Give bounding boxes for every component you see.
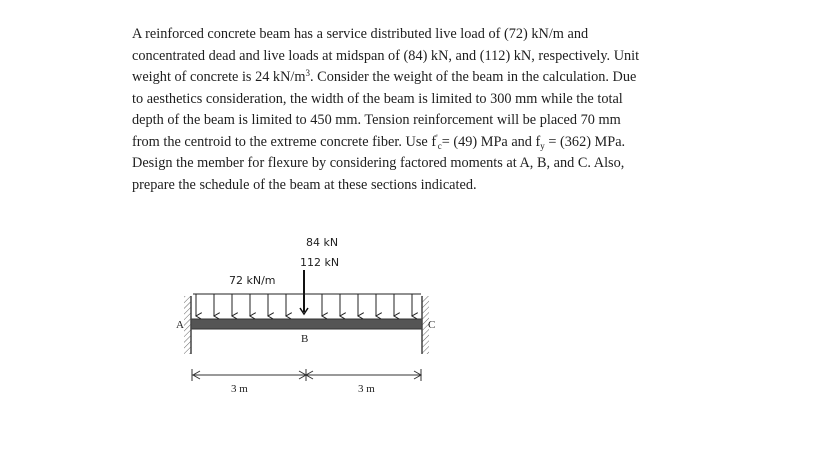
fy-value: = (362) MPa. [544,133,626,150]
fy-text: = (49) MPa and f [441,133,541,150]
problem-line-7: Design the member for flexure by considering factored moments at A, B, and C. Also, [132,155,625,171]
cube-superscript: 3 [305,68,311,78]
fc-text: from the centroid to the extreme concrete fiber. Use f [132,133,437,150]
live-load-label: 112 kN [300,256,340,269]
fixed-support-left [184,296,191,354]
support-a-label: A [176,319,184,331]
fy-subscript: y [540,140,545,151]
span-left-label: 3 m [231,383,248,395]
unit-weight-continuation: . Consider the weight of the beam in the calculation. Due [310,69,637,85]
midspan-b-label: B [301,333,309,345]
unit-weight-text: weight of concrete is 24 kN/m [132,69,306,85]
problem-line-2: concentrated dead and live loads at midspan of (84) kN, and (112) kN, respectively. Unit [132,47,640,64]
problem-line-5: depth of the beam is limited to 450 mm. Tension reinforcement will be placed 70 mm [132,112,621,128]
beam [191,319,422,329]
support-c-label: C [428,319,436,331]
distributed-load-label: 72 kN/m [229,274,276,287]
problem-line-8: prepare the schedule of the beam at these sections indicated. [132,176,477,193]
span-right-label: 3 m [358,383,375,395]
problem-line-4: to aesthetics consideration, the width of the beam is limited to 300 mm while the total [132,90,623,107]
dead-load-label: 84 kN [306,236,339,249]
problem-line-1: A reinforced concrete beam has a service distributed live load of (72) kN/m and [132,26,589,42]
fc-subscript: c [437,140,442,151]
fc-prime: ' [436,132,438,143]
